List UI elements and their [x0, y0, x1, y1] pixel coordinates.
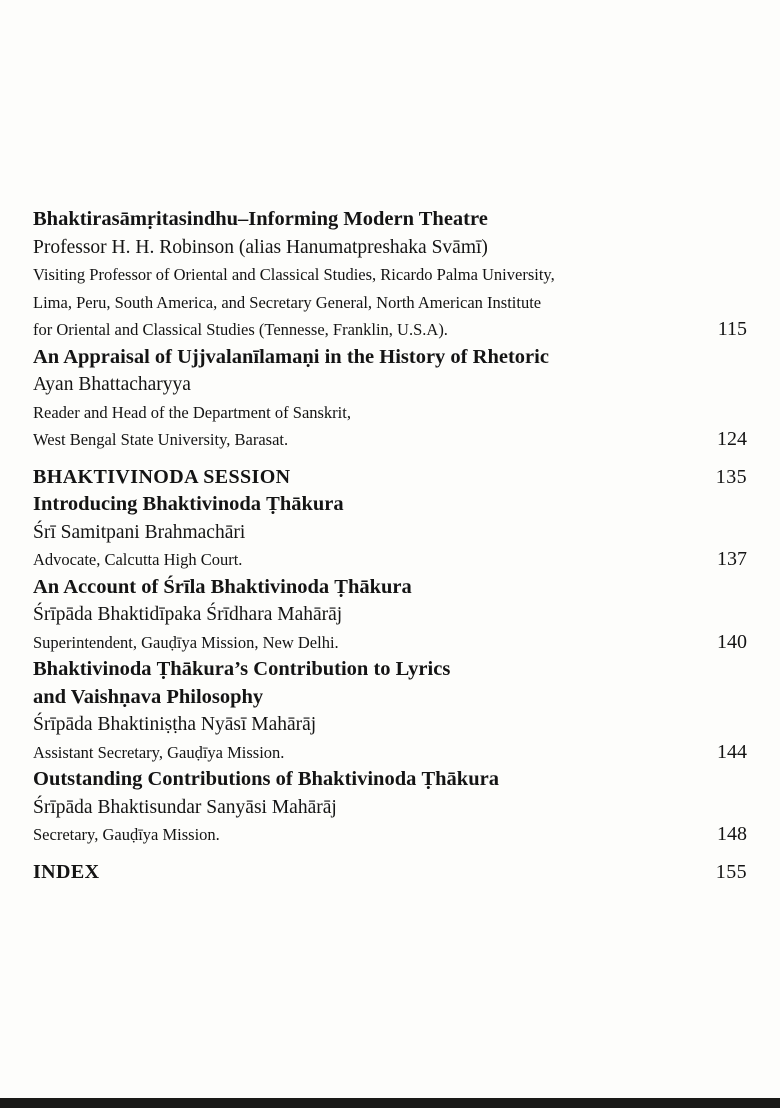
toc-author-text: Śrīpāda Bhaktidīpaka Śrīdhara Mahārāj — [33, 604, 343, 625]
toc-title-text: An Account of Śrīla Bhaktivinoda Ṭhākura — [33, 575, 412, 598]
toc-author-text: Śrīpāda Bhaktiniṣṭha Nyāsī Mahārāj — [33, 714, 317, 735]
toc-affiliation-text: Assistant Secretary, Gauḍīya Mission. — [33, 742, 285, 762]
toc-title-text: and Vaishṇava Philosophy — [33, 685, 264, 708]
scan-edge-shadow — [0, 1098, 780, 1108]
toc-index-heading — [33, 859, 747, 887]
toc-entry-title-continued — [33, 684, 747, 712]
toc-section-heading — [33, 464, 747, 492]
toc-affiliation — [33, 399, 747, 427]
page-number: 137 — [717, 548, 747, 570]
toc-affiliation — [33, 261, 747, 289]
toc-affiliation — [33, 426, 747, 454]
toc-author — [33, 234, 747, 262]
toc-affiliation-text: Lima, Peru, South America, and Secretary General, North American Institute — [33, 292, 542, 312]
toc-affiliation-text: for Oriental and Classical Studies (Tennesse, Franklin, U.S.A). — [33, 320, 448, 339]
toc-author — [33, 711, 747, 739]
toc-title-text: Introducing Bhaktivinoda Ṭhākura — [33, 493, 344, 515]
toc-author — [33, 601, 747, 629]
toc-author-text: Śrīpāda Bhaktisundar Sanyāsi Mahārāj — [33, 796, 337, 818]
page-number: 144 — [717, 740, 747, 763]
toc-affiliation-text: Superintendent, Gauḍīya Mission, New Delhi. — [33, 632, 339, 652]
page-number: 148 — [717, 823, 747, 845]
toc-author-text: Professor H. H. Robinson (alias Hanumatpreshaka Svāmī) — [33, 236, 488, 258]
toc-entry-title — [33, 491, 747, 519]
toc-title-text: Bhaktirasāmṛitasindhu–Informing Modern Theatre — [33, 208, 488, 230]
toc-affiliation-text: Advocate, Calcutta High Court. — [33, 550, 243, 569]
page-number: 115 — [717, 318, 747, 340]
toc-entry-title — [33, 656, 747, 684]
toc-entry-title — [33, 766, 747, 794]
toc-entry-title — [33, 344, 747, 372]
toc-affiliation-text: Reader and Head of the Department of Sanskrit, — [33, 402, 351, 422]
toc-affiliation — [33, 739, 747, 767]
toc-entry-title — [33, 206, 747, 234]
toc-affiliation — [33, 629, 747, 657]
toc-index-heading-text: INDEX — [33, 860, 100, 883]
toc-title-text: Bhaktivinoda Ṭhākura’s Contribution to Lyrics — [33, 658, 451, 680]
page-number: 140 — [717, 630, 747, 653]
toc-author — [33, 794, 747, 822]
toc-affiliation-text: Secretary, Gauḍīya Mission. — [33, 825, 220, 844]
toc-affiliation — [33, 289, 747, 317]
toc-title-text: Outstanding Contributions of Bhaktivinoda Ṭhākura — [33, 768, 499, 790]
toc-section-heading-text: BHAKTIVINODA SESSION — [33, 465, 291, 488]
toc-affiliation — [33, 316, 747, 344]
toc-author — [33, 519, 747, 547]
toc-title-text: An Appraisal of Ujjvalanīlamaṇi in the History of Rhetoric — [33, 345, 549, 368]
toc-affiliation — [33, 821, 747, 849]
toc-author — [33, 371, 747, 399]
page-number: 135 — [715, 465, 747, 488]
toc-author-text: Ayan Bhattacharyya — [33, 374, 191, 395]
page-number: 124 — [717, 428, 747, 450]
toc-affiliation-text: Visiting Professor of Oriental and Classical Studies, Ricardo Palma University, — [33, 265, 555, 284]
toc-entry-title — [33, 574, 747, 602]
page-number: 155 — [715, 860, 747, 883]
toc-affiliation-text: West Bengal State University, Barasat. — [33, 430, 289, 449]
toc-author-text: Śrī Samitpani Brahmachāri — [33, 521, 246, 543]
toc-affiliation — [33, 546, 747, 574]
